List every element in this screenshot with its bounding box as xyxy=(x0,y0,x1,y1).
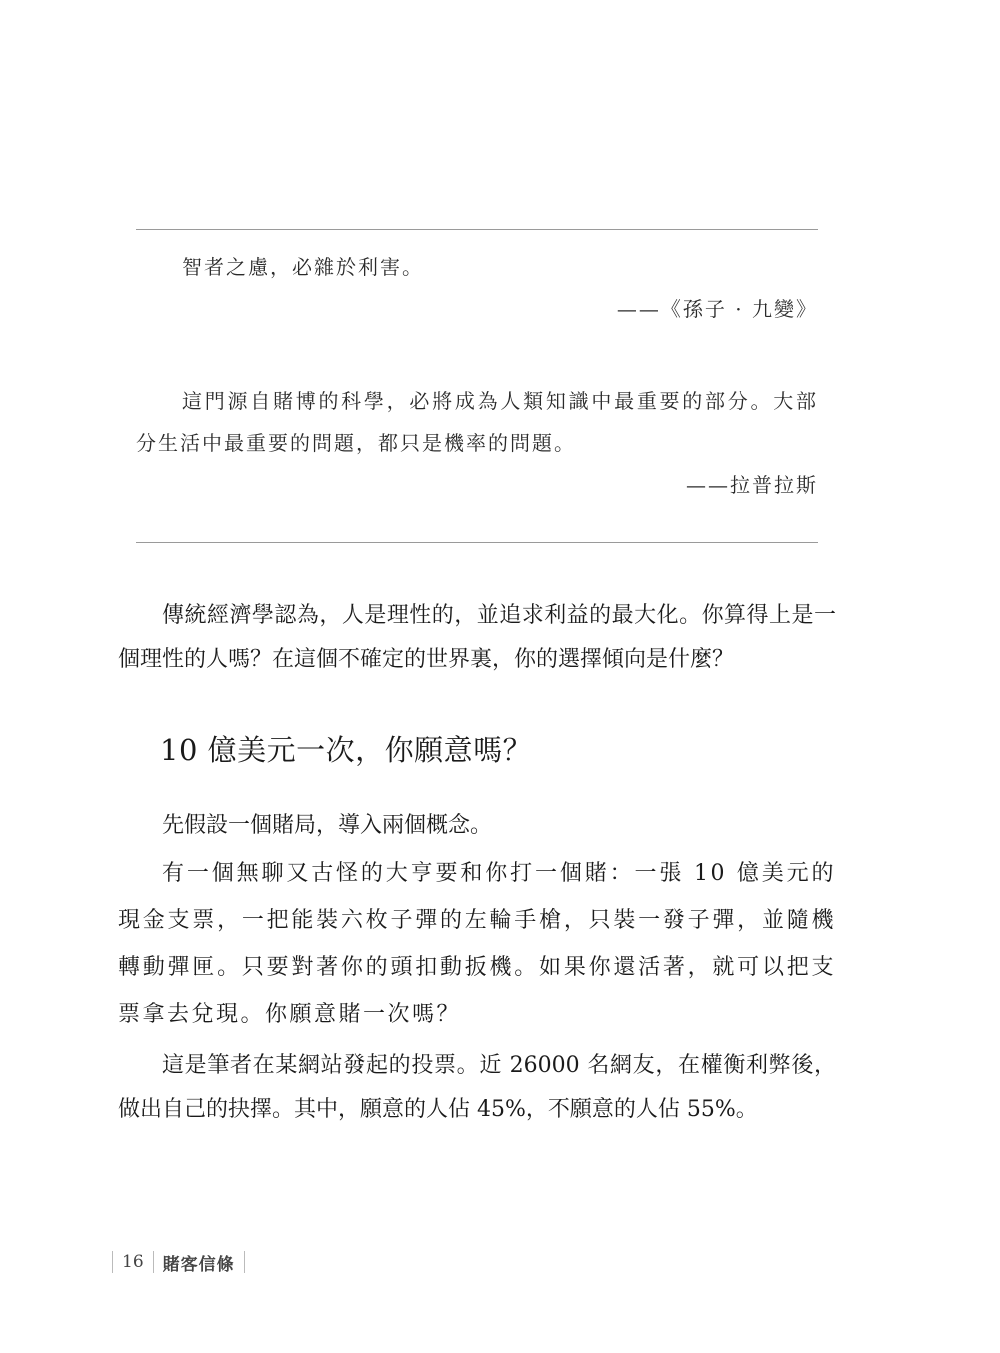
epigraph-block-1 xyxy=(136,246,818,330)
body-text xyxy=(118,804,836,1132)
body-paragraph: 先假設一個賭局，導入兩個概念。 xyxy=(162,813,493,838)
intro-paragraph: 傳統經濟學認為，人是理性的，並追求利益的最大化。你算得上是一個理性的人嗎？在這個不確定的世界裏，你的選擇傾向是什麼？ xyxy=(118,603,836,672)
page-footer xyxy=(112,1250,245,1274)
section-heading: 10 億美元一次，你願意嗎？ xyxy=(160,733,533,767)
body-paragraph: 這是筆者在某網站發起的投票。近 26000 名網友，在權衡利弊後，做出自己的抉擇。其中，願意的人佔 45%，不願意的人佔 55%。 xyxy=(118,1053,836,1122)
epigraph-source: ——拉普拉斯 xyxy=(686,473,818,497)
page-number: 16 xyxy=(122,1252,144,1272)
intro-block xyxy=(118,594,836,682)
epigraph-block-2 xyxy=(136,380,818,506)
body-paragraph: 有一個無聊又古怪的大亨要和你打一個賭：一張 10 億美元的現金支票，一把能裝六枚子彈的左輪手槍，只裝一發子彈，並隨機轉動彈匣。只要對著你的頭扣動扳機。如果你還活著，就可以把支票拿去兌現。你願意賭一次嗎？ xyxy=(118,861,836,1027)
book-title: 賭客信條 xyxy=(162,1254,235,1275)
epigraph-text: 這門源自賭博的科學，必將成為人類知識中最重要的部分。大部分生活中最重要的問題，都只是機率的問題。 xyxy=(136,389,818,455)
bottom-rule xyxy=(136,542,818,543)
top-rule xyxy=(136,229,818,230)
epigraph-source: ——《孫子 · 九變》 xyxy=(616,297,818,321)
epigraph-text: 智者之慮，必雜於利害。 xyxy=(182,255,424,279)
footer-divider xyxy=(244,1251,245,1273)
